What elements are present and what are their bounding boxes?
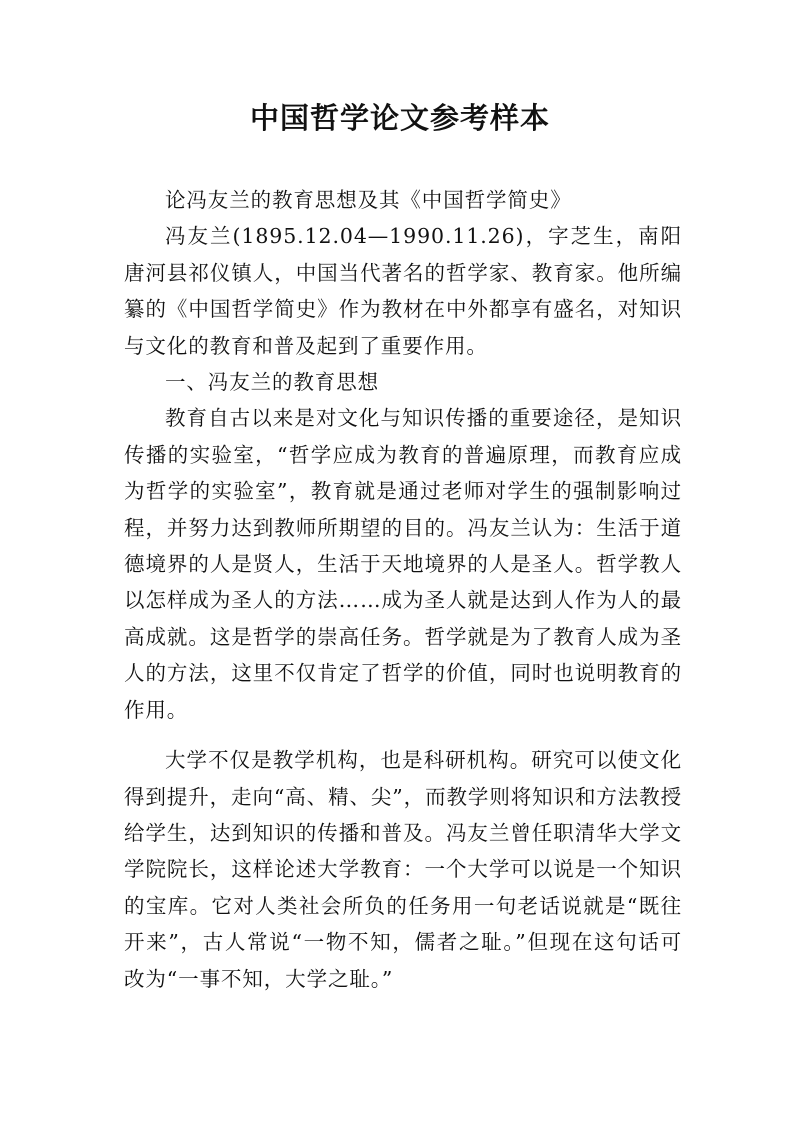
section-heading: 一、冯友兰的教育思想 <box>165 370 379 395</box>
intro-paragraph: 冯友兰(1895.12.04—1990.11.26)，字芝生，南阳唐河县祁仪镇人，中国当代著名的哲学家、教育家。他所编纂的《中国哲学简史》作为教材在中外都享有盛名，对知识与文化的教育和普及起到了重要作用。 <box>124 224 682 358</box>
body-paragraph: 教育自古以来是对文化与知识传播的重要途径，是知识传播的实验室，“哲学应成为教育的普遍原理，而教育应成为哲学的实验室”，教育就是通过老师对学生的强制影响过程，并努力达到教师所期望的目的。冯友兰认为：生活于道德境界的人是贤人，生活于天地境界的人是圣人。哲学教人以怎样成为圣人的方法……成为圣人就是达到人作为人的最高成就。这是哲学的崇高任务。哲学就是为了教育人成为圣人的方法，这里不仅肯定了哲学的价值，同时也说明教育的作用。 <box>124 406 682 722</box>
body-paragraph: 大学不仅是教学机构，也是科研机构。研究可以使文化得到提升，走向“高、精、尖”，而教学则将知识和方法教授给学生，达到知识的传播和普及。冯友兰曾任职清华大学文学院院长，这样论述大学教育：一个大学可以说是一个知识的宝库。它对人类社会所负的任务用一句老话说就是“既往开来”，古人常说“一物不知，儒者之耻。”但现在这句话可改为“一事不知，大学之耻。” <box>124 748 682 991</box>
essay-heading: 论冯友兰的教育思想及其《中国哲学简史》 <box>165 188 572 212</box>
document-body <box>124 182 682 997</box>
document-title: 中国哲学论文参考样本 <box>249 101 550 135</box>
